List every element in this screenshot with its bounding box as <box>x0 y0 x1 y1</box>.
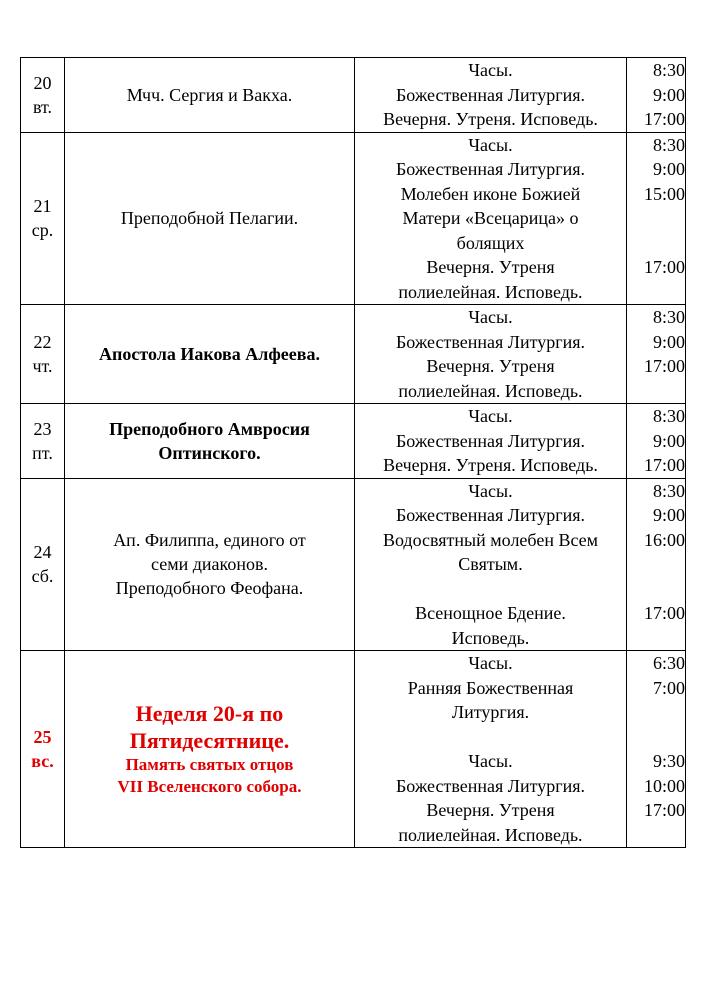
day-number: 23 <box>33 418 52 439</box>
feast-name: Оптинского. <box>158 442 261 463</box>
service-line: полиелейная. Исповедь. <box>398 281 583 302</box>
service-time: 8:30 <box>652 134 685 155</box>
times-cell <box>627 404 686 479</box>
service-line: Вечерня. Утреня <box>426 800 555 820</box>
day-number: 25 <box>33 727 52 747</box>
service-time: 9:30 <box>652 751 685 771</box>
schedule-table <box>20 57 686 848</box>
service-time: 17:00 <box>643 800 685 820</box>
times-cell <box>627 478 686 651</box>
feast-cell <box>65 478 355 651</box>
service-line: Часы. <box>468 653 513 673</box>
service-line: Ранняя Божественная <box>407 677 574 698</box>
service-time: 9:00 <box>652 84 685 105</box>
service-time: 17:00 <box>643 257 685 277</box>
feast-cell <box>65 132 355 305</box>
time-spacer <box>627 700 685 725</box>
schedule-row <box>21 404 686 479</box>
time-spacer <box>627 823 685 848</box>
feast-name: Мчч. Сергия и Вакха. <box>126 84 293 105</box>
schedule-row <box>21 651 686 848</box>
services-cell <box>355 404 627 479</box>
times-cell <box>627 651 686 848</box>
service-time: 9:00 <box>652 159 685 179</box>
service-time: 15:00 <box>643 183 685 204</box>
time-spacer <box>627 725 685 750</box>
service-spacer <box>355 577 626 602</box>
date-cell <box>21 58 65 133</box>
weekday: пт. <box>32 442 53 463</box>
times-cell <box>627 58 686 133</box>
service-time: 17:00 <box>643 455 685 475</box>
service-line: Божественная Литургия. <box>395 775 586 796</box>
service-line: Водосвятный молебен Всем <box>382 529 599 550</box>
services-cell <box>355 132 627 305</box>
service-time: 17:00 <box>643 603 685 623</box>
feast-title: Неделя 20-я по <box>135 701 284 726</box>
service-line: Часы. <box>468 751 513 771</box>
feast-name: семи диаконов. <box>151 554 268 575</box>
service-line: Святым. <box>458 554 523 574</box>
service-time: 7:00 <box>652 677 685 698</box>
services-cell <box>355 305 627 404</box>
feast-name: Преподобного Амвросия <box>109 418 310 439</box>
service-line: Литургия. <box>451 702 530 722</box>
service-time: 9:00 <box>652 505 685 525</box>
service-time: 8:30 <box>652 480 685 501</box>
date-cell <box>21 404 65 479</box>
service-line: Часы. <box>468 307 513 327</box>
service-line: Вечерня. Утреня. Исповедь. <box>383 455 598 475</box>
weekday: чт. <box>32 356 53 376</box>
feast-cell <box>65 651 355 848</box>
service-line: Молебен иконе Божией <box>400 183 581 204</box>
time-spacer <box>627 280 685 305</box>
service-line: Часы. <box>468 480 513 501</box>
services-cell <box>355 58 627 133</box>
schedule-row <box>21 305 686 404</box>
service-time: 16:00 <box>643 529 685 550</box>
day-number: 22 <box>33 332 52 352</box>
service-time: 9:00 <box>652 430 685 451</box>
services-cell <box>355 651 627 848</box>
date-cell <box>21 478 65 651</box>
service-time: 8:30 <box>652 60 685 80</box>
time-spacer <box>627 552 685 577</box>
service-time: 6:30 <box>652 653 685 673</box>
service-time: 8:30 <box>652 406 685 426</box>
date-cell <box>21 305 65 404</box>
service-line: Божественная Литургия. <box>395 84 586 105</box>
service-line: Божественная Литургия. <box>395 331 586 352</box>
day-number: 24 <box>33 542 52 563</box>
date-cell <box>21 132 65 305</box>
service-line: Вечерня. Утреня. Исповедь. <box>383 109 598 129</box>
service-line: болящих <box>456 232 525 253</box>
service-line: Божественная Литургия. <box>395 505 586 525</box>
feast-name: Ап. Филиппа, единого от <box>113 530 306 551</box>
service-line: Матери «Всецарица» о <box>402 208 579 228</box>
service-line: Божественная Литургия. <box>395 159 586 179</box>
time-spacer <box>627 626 685 651</box>
service-line: полиелейная. Исповедь. <box>398 380 583 401</box>
time-spacer <box>627 577 685 602</box>
feast-name: Апостола Иакова Алфеева. <box>99 344 320 364</box>
service-line: Вечерня. Утреня <box>426 356 555 376</box>
times-cell <box>627 132 686 305</box>
service-time: 10:00 <box>643 775 685 796</box>
feast-cell <box>65 58 355 133</box>
date-cell <box>21 651 65 848</box>
service-line: Исповедь. <box>451 627 530 648</box>
service-line: полиелейная. Исповедь. <box>398 824 583 845</box>
schedule-row <box>21 58 686 133</box>
feast-name: Преподобной Пелагии. <box>120 208 299 229</box>
feast-name: Преподобного Феофана. <box>115 578 304 599</box>
service-time: 17:00 <box>643 109 685 129</box>
schedule-row <box>21 478 686 651</box>
times-cell <box>627 305 686 404</box>
service-time: 9:00 <box>652 331 685 352</box>
time-spacer <box>627 206 685 231</box>
weekday: сб. <box>31 566 54 587</box>
feast-cell <box>65 404 355 479</box>
service-line: Вечерня. Утреня <box>426 257 555 277</box>
feast-cell <box>65 305 355 404</box>
service-line: Часы. <box>468 406 513 426</box>
time-spacer <box>627 231 685 256</box>
service-line: Часы. <box>468 60 513 80</box>
service-line: Божественная Литургия. <box>395 430 586 451</box>
feast-subtitle: VII Вселенского собора. <box>117 777 302 796</box>
schedule-row <box>21 132 686 305</box>
weekday: вс. <box>31 751 54 771</box>
weekday: ср. <box>31 220 54 241</box>
service-spacer <box>355 725 626 750</box>
services-cell <box>355 478 627 651</box>
service-line: Всенощное Бдение. <box>415 603 566 623</box>
time-spacer <box>627 379 685 404</box>
weekday: вт. <box>32 96 53 117</box>
service-time: 17:00 <box>643 356 685 376</box>
service-line: Часы. <box>468 134 513 155</box>
day-number: 21 <box>33 196 52 217</box>
feast-title: Пятидесятнице. <box>129 728 290 753</box>
day-number: 20 <box>33 72 52 93</box>
feast-subtitle: Память святых отцов <box>125 755 294 774</box>
service-time: 8:30 <box>652 307 685 327</box>
